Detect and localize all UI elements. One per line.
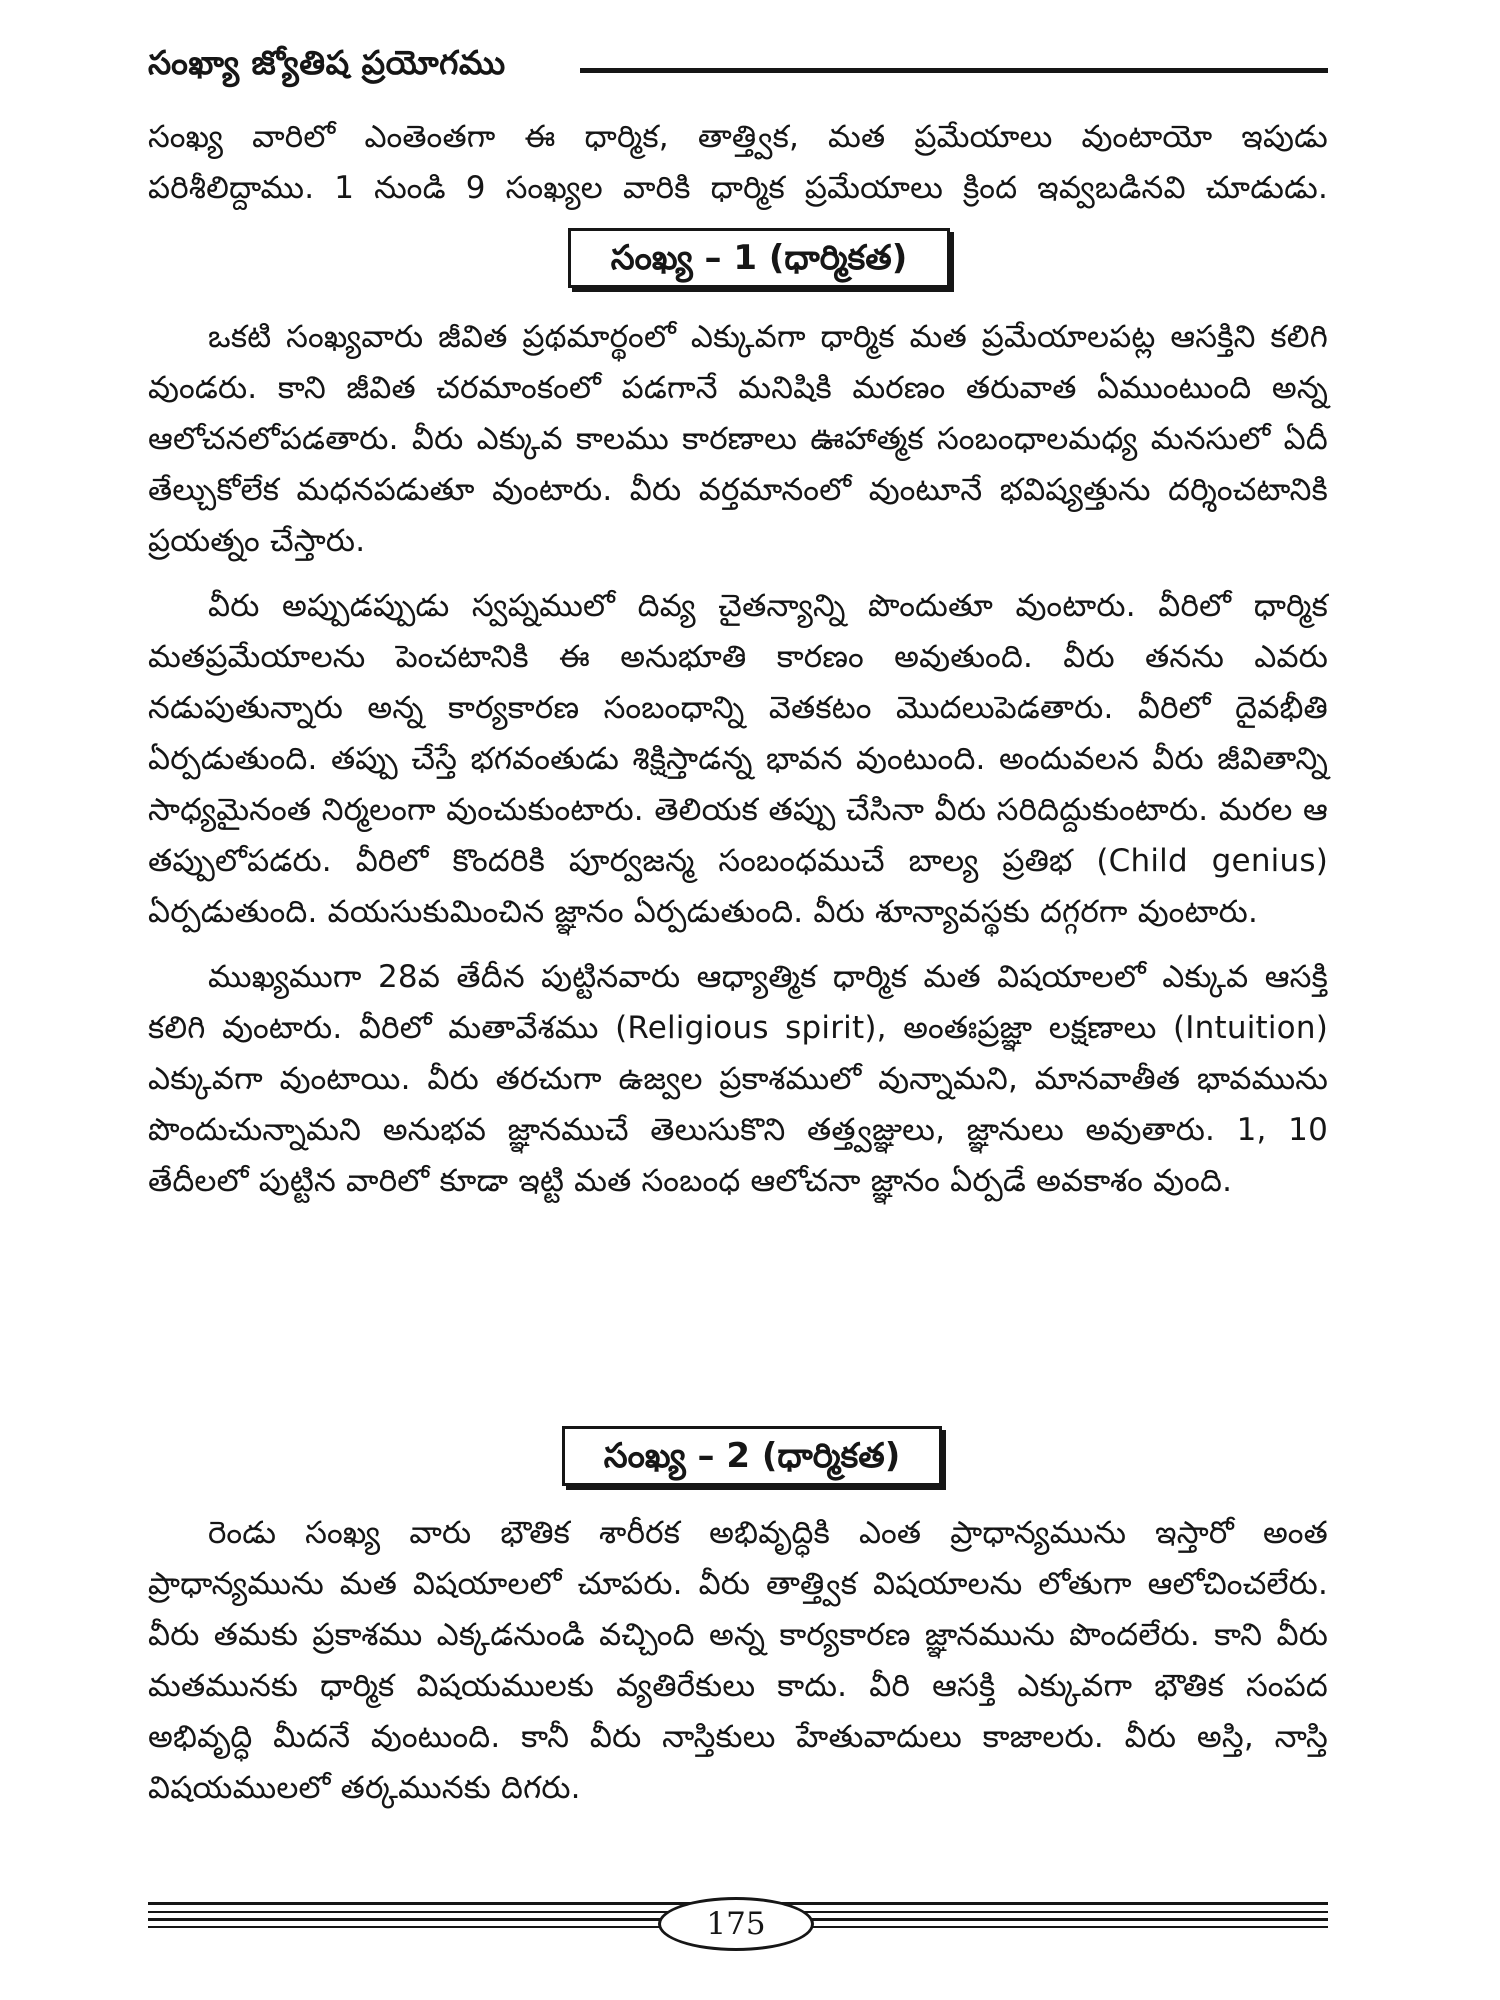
intro-line: పరిశీలిద్దాము. 1 నుండి 9 సంఖ్యల వారికి ధార్మిక ప్రమేయాలు క్రింద ఇవ్వబడినవి చూడుడు.: [148, 170, 1328, 206]
header-rule: [580, 68, 1328, 73]
paragraph: ముఖ్యముగా 28వ తేదీన పుట్టినవారు ఆధ్యాత్మిక ధార్మిక మత విషయాలలో ఎక్కువ ఆసక్తి కలిగి వుంటారు. వీరిలో మతావేశము (Religious spirit), అంతఃప్రజ్ఞా లక్షణాలు (Intuition) ఎక్కువగా వుంటాయి. వీరు తరచుగా ఉజ్వల ప్రకాశములో వున్నామని, మానవాతీత భావమును పొందుచున్నామని అనుభవ జ్ఞానముచే తెలుసుకొని తత్త్వజ్ఞులు, జ్ఞానులు అవుతారు. 1, 10 తేదీలలో పుట్టిన వారిలో కూడా ఇట్టి మత సంబంధ ఆలోచనా జ్ఞానం ఏర్పడే అవకాశం వుంది.: [148, 959, 1328, 1199]
running-title: సంఖ్యా జ్యోతిష ప్రయోగము: [148, 43, 506, 82]
section-1-body: [148, 312, 1328, 1207]
running-header: [148, 40, 1328, 86]
intro-line: సంఖ్య వారిలో ఎంతెంతగా ఈ ధార్మిక, తాత్త్విక, మత ప్రమేయాలు వుంటాయో ఇపుడు: [148, 119, 1328, 155]
intro-text: [148, 112, 1328, 214]
page-number: 175: [658, 1897, 814, 1951]
section-heading-2: సంఖ్య – 2 (ధార్మికత): [562, 1426, 942, 1486]
section-heading-1: సంఖ్య – 1 (ధార్మికత): [568, 228, 950, 288]
paragraph: ఒకటి సంఖ్యవారు జీవిత ప్రథమార్థంలో ఎక్కువగా ధార్మిక మత ప్రమేయాలపట్ల ఆసక్తిని కలిగి వుండరు. కాని జీవిత చరమాంకంలో పడగానే మనిషికి మరణం తరువాత ఏముంటుంది అన్న ఆలోచనలోపడతారు. వీరు ఎక్కువ కాలము కారణాలు ఊహాత్మక సంబంధాలమధ్య మనసులో ఏదీ తేల్చుకోలేక మధనపడుతూ వుంటారు. వీరు వర్తమానంలో వుంటూనే భవిష్యత్తును దర్శించటానికి ప్రయత్నం చేస్తారు.: [148, 319, 1328, 559]
paragraph: రెండు సంఖ్య వారు భౌతిక శారీరక అభివృద్ధికి ఎంత ప్రాధాన్యమును ఇస్తారో అంత ప్రాధాన్యమును మత విషయాలలో చూపరు. వీరు తాత్త్విక విషయాలను లోతుగా ఆలోచించలేరు. వీరు తమకు ప్రకాశము ఎక్కడనుండి వచ్చింది అన్న కార్యకారణ జ్ఞానమును పొందలేరు. కాని వీరు మతమునకు ధార్మిక విషయములకు వ్యతిరేకులు కాదు. వీరి ఆసక్తి ఎక్కువగా భౌతిక సంపద అభివృద్ధి మీదనే వుంటుంది. కానీ వీరు నాస్తికులు హేతువాదులు కాజాలరు. వీరు అస్తి, నాస్తి విషయములలో తర్కమునకు దిగరు.: [148, 1515, 1328, 1806]
section-2-body: [148, 1508, 1328, 1814]
paragraph: వీరు అప్పుడప్పుడు స్వప్నములో దివ్య చైతన్యాన్ని పొందుతూ వుంటారు. వీరిలో ధార్మిక మతప్రమేయాలను పెంచటానికి ఈ అనుభూతి కారణం అవుతుంది. వీరు తనను ఎవరు నడుపుతున్నారు అన్న కార్యకారణ సంబంధాన్ని వెతకటం మొదలుపెడతారు. వీరిలో దైవభీతి ఏర్పడుతుంది. తప్పు చేస్తే భగవంతుడు శిక్షిస్తాడన్న భావన వుంటుంది. అందువలన వీరు జీవితాన్ని సాధ్యమైనంత నిర్మలంగా వుంచుకుంటారు. తెలియక తప్పు చేసినా వీరు సరిదిద్దుకుంటారు. మరల ఆ తప్పులోపడరు. వీరిలో కొందరికి పూర్వజన్మ సంబంధముచే బాల్య ప్రతిభ (Child genius) ఏర్పడుతుంది. వయసుకుమించిన జ్ఞానం ఏర్పడుతుంది. వీరు శూన్యావస్థకు దగ్గరగా వుంటారు.: [148, 588, 1328, 930]
